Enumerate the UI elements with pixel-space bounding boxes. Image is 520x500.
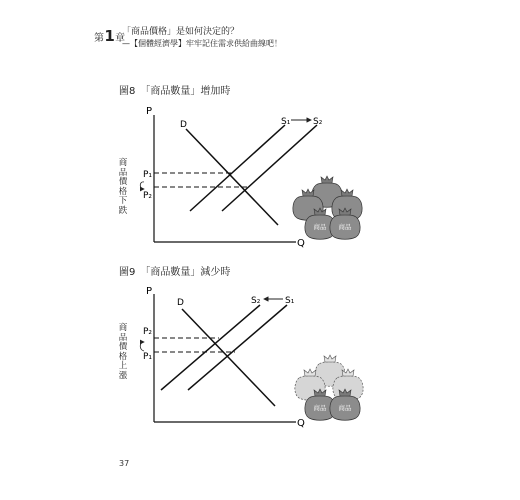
running-subtitle: —【個體經濟學】牢牢記住需求供給曲線吧！	[122, 39, 282, 48]
figure-8-demand-label: D	[180, 120, 187, 130]
figure-8-axis-q-label: Q	[297, 238, 305, 249]
figure-8-s1-label: S₁	[281, 117, 291, 127]
figure-8-s2-label: S₂	[313, 117, 323, 127]
figure-9-goods-bags	[295, 355, 363, 420]
bag-label: 商品	[313, 223, 327, 231]
figure-8-price-upper-label: P₁	[143, 170, 153, 180]
chapter-suffix: 章	[115, 33, 126, 44]
figure-9-s2-label: S₂	[251, 296, 261, 306]
chapter-prefix: 第	[94, 33, 105, 44]
figure-8-axis-p-label: P	[146, 106, 153, 117]
figure-9-price-upper-label: P₂	[143, 327, 153, 337]
figure-9-side-label: 商 品 價 格 上 漲	[118, 323, 128, 381]
figure-8-price-drop-arrow	[140, 182, 144, 189]
figure-9-demand-label: D	[177, 298, 184, 308]
figure-8-diagram	[140, 106, 362, 249]
figure-9-price-lower-label: P₁	[143, 352, 153, 362]
figure-9-axis-p-label: P	[146, 286, 153, 297]
figure-9-supply-curve-s1	[188, 305, 287, 390]
figure-8-supply-curve-s1	[190, 125, 285, 211]
bag-label: 商品	[313, 404, 327, 412]
figure-9-demand-curve	[182, 309, 275, 406]
running-title: 「商品價格」是如何決定的？	[122, 27, 240, 37]
bag-label: 商品	[338, 404, 352, 412]
figure-9-s1-label: S₁	[285, 296, 295, 306]
figure-8-title: 圖8 「商品數量」增加時	[119, 86, 231, 97]
page-number: 37	[119, 459, 130, 468]
figure-9-axis-q-label: Q	[297, 418, 305, 429]
figure-9-supply-curve-s2	[161, 305, 260, 390]
chapter-number: 1	[104, 27, 116, 45]
bag-label: 商品	[338, 223, 352, 231]
figure-8-side-label: 商 品 價 格 下 跌	[118, 158, 128, 216]
figure-8-goods-bags	[293, 176, 362, 239]
figure-8-price-lower-label: P₂	[143, 191, 153, 201]
figure-9-title: 圖9 「商品數量」減少時	[119, 267, 231, 278]
figure-9-price-rise-arrow	[140, 342, 144, 351]
figure-9-diagram	[140, 286, 363, 429]
